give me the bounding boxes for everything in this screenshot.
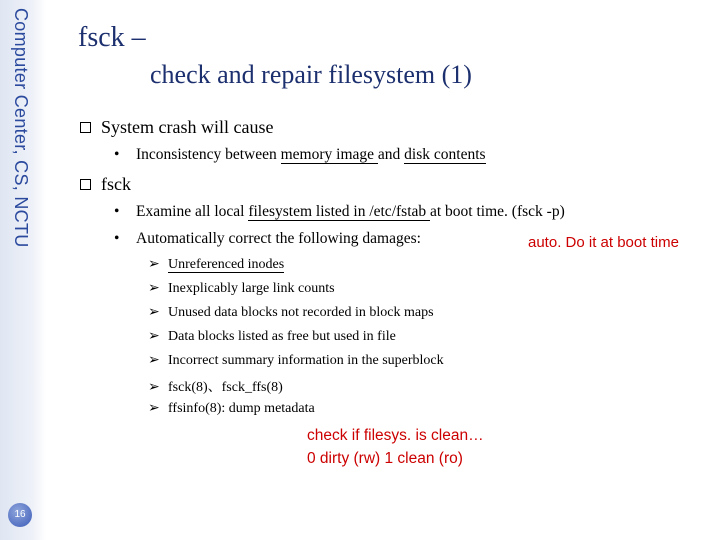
dot-bullet-icon: •	[114, 203, 120, 220]
dot-bullet-icon: •	[114, 146, 120, 163]
damage-text: ffsinfo(8): dump metadata	[168, 401, 315, 416]
arrow-bullet-icon: ➢	[148, 329, 160, 344]
underlined-memory-image: memory image	[280, 146, 378, 163]
bullet-fsck	[80, 174, 131, 195]
damage-item	[148, 256, 284, 273]
underlined-fstab: filesystem listed in /etc/fstab	[248, 203, 430, 220]
arrow-bullet-icon: ➢	[148, 380, 160, 395]
damage-item	[148, 352, 444, 369]
arrow-bullet-icon: ➢	[148, 281, 160, 296]
arrow-bullet-icon: ➢	[148, 401, 160, 416]
dot-bullet-icon: •	[114, 230, 120, 247]
arrow-bullet-icon: ➢	[148, 353, 160, 368]
clean-annotation-line1: check if filesys. is clean…	[307, 427, 484, 444]
damage-item	[148, 328, 396, 345]
underlined-disk-contents: disk contents	[404, 146, 486, 163]
damage-item	[148, 400, 315, 417]
damage-text: Unreferenced inodes	[168, 257, 285, 272]
sidebar	[0, 0, 46, 540]
damage-item	[148, 376, 283, 396]
sub-bullet-inconsistency	[114, 146, 486, 164]
bullet-system-crash	[80, 117, 273, 138]
arrow-bullet-icon: ➢	[148, 305, 160, 320]
checkbox-bullet-icon	[80, 122, 91, 133]
damage-item	[148, 280, 335, 297]
sub-bullet-text: at boot time. (fsck -p)	[430, 203, 565, 220]
damage-text: Unused data blocks not recorded in block maps	[168, 305, 434, 320]
sub-bullet-text: Automatically correct the following damages:	[136, 230, 421, 247]
bullet-text: fsck	[101, 174, 131, 194]
slide-title-line2: check and repair filesystem (1)	[150, 60, 472, 89]
bullet-text: System crash will cause	[101, 117, 274, 137]
org-label: Computer Center, CS, NCTU	[11, 8, 31, 248]
damage-text: fsck(8)、fsck_ffs(8)	[168, 380, 283, 395]
auto-annotation: auto. Do it at boot time	[528, 234, 679, 251]
damage-text: Incorrect summary information in the superblock	[168, 353, 444, 368]
sub-bullet-examine	[114, 203, 565, 221]
page-number-badge: 16	[8, 503, 32, 527]
clean-annotation-line2: 0 dirty (rw) 1 clean (ro)	[307, 450, 463, 467]
arrow-bullet-icon: ➢	[148, 257, 160, 272]
slide-title-line1: fsck –	[78, 22, 146, 53]
checkbox-bullet-icon	[80, 179, 91, 190]
sub-bullet-automatically	[114, 230, 421, 248]
damage-item	[148, 304, 434, 321]
damage-text: Inexplicably large link counts	[168, 281, 335, 296]
sub-bullet-text: Inconsistency between	[136, 146, 281, 163]
sub-bullet-text: Examine all local	[136, 203, 249, 220]
sub-bullet-text: and	[377, 146, 405, 163]
damage-text: Data blocks listed as free but used in file	[168, 329, 396, 344]
